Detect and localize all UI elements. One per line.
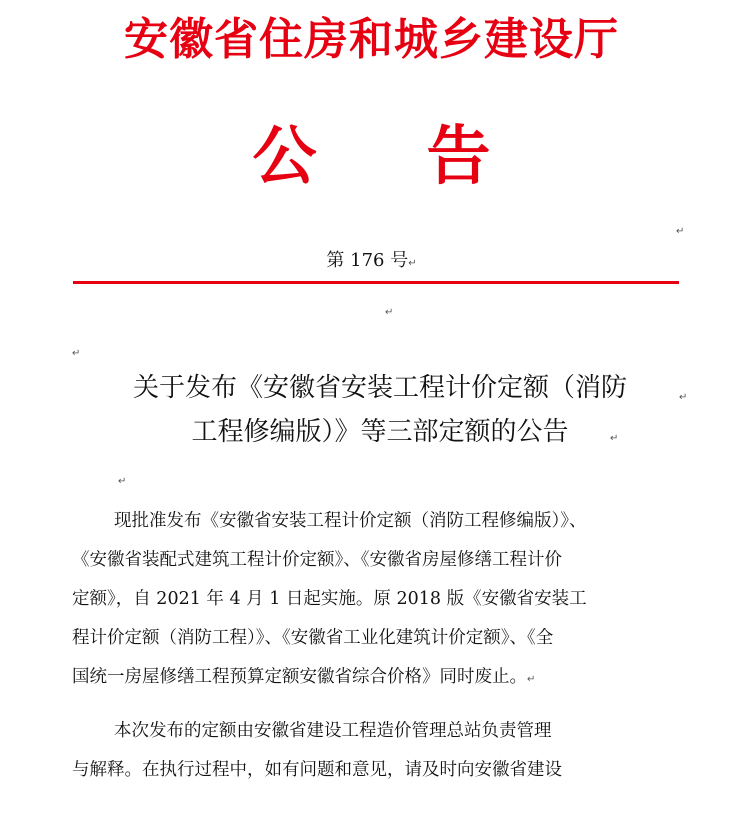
notice-title-line-1: 关于发布《安徽省安装工程计价定额（消防: [132, 373, 627, 403]
paragraph-mark: ↵: [527, 674, 536, 685]
paragraph-mark: ↵: [676, 226, 685, 237]
body-line: 定额》，自 2021 年 4 月 1 日起实施。原 2018 版《安徽省安装工: [72, 589, 587, 609]
body-line: 与解释。在执行过程中，如有问题和意见，请及时向安徽省建设: [72, 760, 562, 780]
body-line: 本次发布的定额由安徽省建设工程造价管理总站负责管理: [114, 721, 552, 741]
paragraph-mark: ↵: [72, 348, 81, 359]
notice-title: [60, 366, 700, 454]
paragraph-mark: ↵: [118, 476, 127, 487]
body-line: [72, 658, 698, 699]
paragraph-mark: ↵: [610, 433, 619, 444]
document-number-text: 第 176 号: [326, 250, 409, 271]
notice-title-line-2: 工程修编版）》等三部定额的公告: [191, 417, 569, 447]
body-paragraph-1: [72, 502, 698, 699]
document-type-char-1: 公: [252, 119, 317, 194]
paragraph-mark: ↵: [385, 307, 394, 318]
document-type-header: [0, 112, 743, 202]
issuing-authority-header: 安徽省住房和城乡建设厅: [124, 14, 619, 65]
body-line: 《安徽省装配式建筑工程计价定额》、《安徽省房屋修缮工程计价: [72, 550, 562, 570]
document-number: [0, 248, 743, 277]
body-line: 程计价定额（消防工程）》、《安徽省工业化建筑计价定额》、《全: [72, 628, 554, 648]
paragraph-mark: ↵: [408, 258, 417, 269]
body-paragraph-2: [72, 712, 698, 790]
body-line: 现批准发布《安徽省安装工程计价定额（消防工程修编版）》、: [114, 511, 587, 531]
red-separator-line: [73, 281, 679, 284]
paragraph-mark: ↵: [679, 392, 688, 403]
body-line-text: 国统一房屋修缮工程预算定额安徽省综合价格》同时废止。: [72, 667, 527, 687]
document-type-char-2: 告: [426, 119, 491, 194]
